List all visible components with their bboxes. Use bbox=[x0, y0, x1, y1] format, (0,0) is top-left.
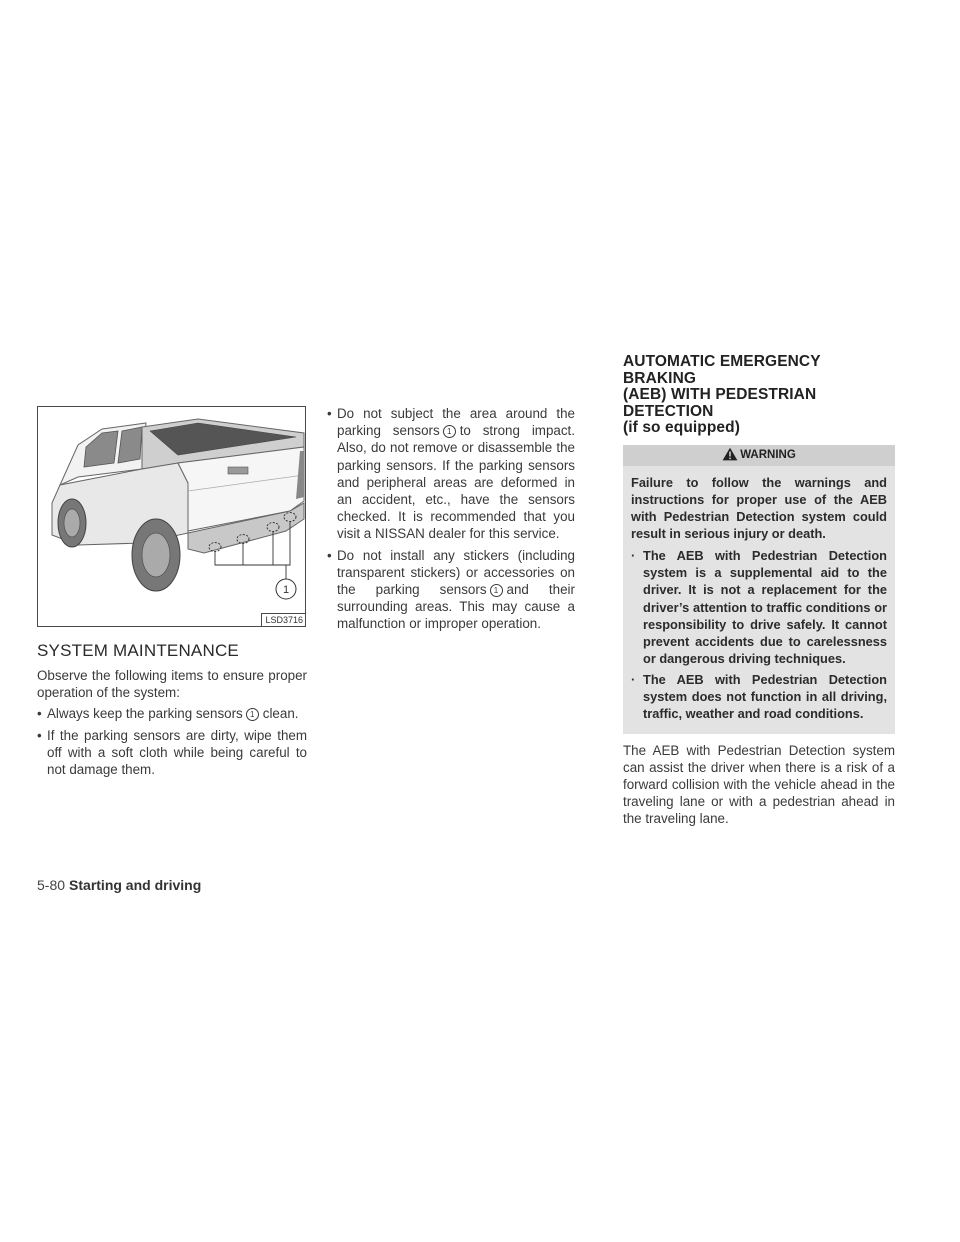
callout-1-icon: 1 bbox=[246, 708, 259, 721]
list-item bbox=[327, 547, 575, 633]
section-heading-system-maintenance: SYSTEM MAINTENANCE bbox=[37, 641, 239, 660]
heading-line: (if so equipped) bbox=[623, 419, 740, 436]
right-column bbox=[623, 354, 895, 828]
list-item-text: and their surrounding areas. This may cause a malfunction or improper operation. bbox=[337, 582, 575, 632]
list-item-text: to strong impact. Also, do not remove or disassemble the parking sensors. If the parking sensors and peripheral areas are deformed in an accident, etc., have the sensors checked. It is recommended that you visit a NISSAN dealer for this service. bbox=[337, 423, 575, 542]
left-column bbox=[37, 406, 307, 782]
aeb-description: The AEB with Pedestrian Detection system can assist the driver when there is a risk of a forward collision with the vehicle ahead in the traveling lane or with a pedestrian ahead in the traveling lane. bbox=[623, 742, 895, 827]
list-item bbox=[37, 727, 307, 779]
maintenance-list bbox=[37, 705, 307, 778]
list-item: · The AEB with Pedestrian Detection system is a supplemental aid to the driver. It is not a replacement for the driver’s attention to traffic conditions or responsibility to drive safely. It cannot prevent accidents due to carelessness or dangerous driving techniques. bbox=[631, 547, 887, 668]
heading-line: (AEB) WITH PEDESTRIAN DETECTION bbox=[623, 386, 817, 420]
page-number: 5-80 bbox=[37, 877, 66, 893]
section-heading-aeb bbox=[623, 354, 895, 437]
chapter-title: Starting and driving bbox=[69, 877, 202, 893]
truck-rear-figure bbox=[37, 406, 306, 627]
warning-list bbox=[631, 547, 887, 723]
figure-callout-1: 1 bbox=[282, 584, 290, 596]
warning-label: WARNING bbox=[740, 448, 796, 461]
middle-column bbox=[327, 405, 575, 637]
warning-triangle-icon bbox=[722, 447, 738, 461]
list-item-text: clean. bbox=[262, 706, 299, 722]
warning-box bbox=[623, 445, 895, 734]
heading-line: AUTOMATIC EMERGENCY BRAKING bbox=[623, 353, 821, 387]
maintenance-list-continued bbox=[327, 405, 575, 633]
list-item bbox=[37, 705, 307, 722]
callout-1-icon: 1 bbox=[443, 425, 456, 438]
list-item-text: If the parking sensors are dirty, wipe them off with a soft cloth while being careful to not damage them. bbox=[47, 727, 307, 778]
list-item-text: Always keep the parking sensors bbox=[47, 706, 243, 722]
warning-intro: Failure to follow the warnings and instructions for proper use of the AEB with Pedestrian Detection system could result in serious injury or death. bbox=[631, 474, 887, 542]
warning-header bbox=[623, 445, 895, 466]
truck-illustration bbox=[38, 407, 305, 626]
page-footer bbox=[37, 876, 201, 894]
callout-1-icon: 1 bbox=[490, 584, 503, 597]
list-item-text: Do not subject the area around the parking sensors bbox=[337, 406, 575, 439]
maintenance-intro: Observe the following items to ensure proper operation of the system: bbox=[37, 668, 307, 701]
figure-code: LSD3716 bbox=[261, 613, 305, 626]
list-item-text: Do not install any stickers (including transparent stickers) or accessories on the parking sensors bbox=[337, 547, 575, 598]
warning-body bbox=[623, 466, 895, 734]
list-item: · The AEB with Pedestrian Detection system does not function in all driving, traffic, weather and road conditions. bbox=[631, 671, 887, 723]
list-item bbox=[327, 405, 575, 543]
